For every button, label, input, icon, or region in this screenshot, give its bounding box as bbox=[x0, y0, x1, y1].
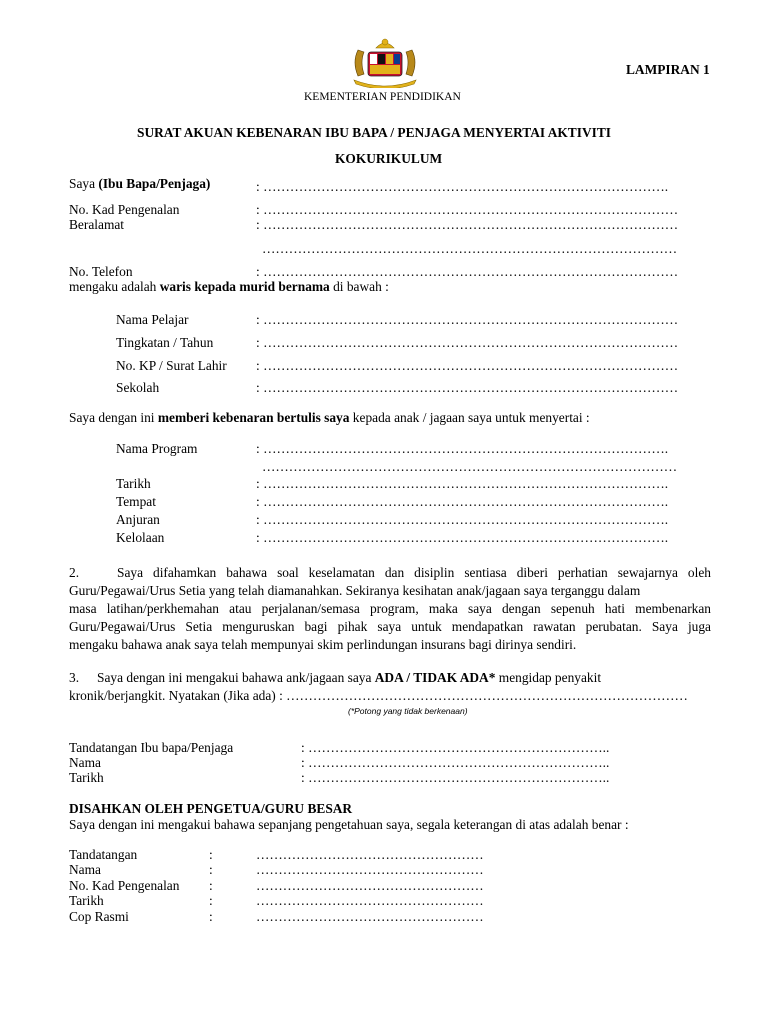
program-managed-label: Kelolaan bbox=[116, 530, 165, 545]
parent-sign-date-field[interactable]: : ………………………………………………………….. bbox=[301, 771, 610, 785]
para3-line1: Saya dengan ini mengakui bahawa ank/jagaan saya ADA / TIDAK ADA* mengidap penyakit bbox=[97, 670, 602, 685]
principal-sign-colon: : bbox=[209, 847, 213, 862]
student-form-label: Tingkatan / Tahun bbox=[116, 335, 214, 350]
student-name-label: Nama Pelajar bbox=[116, 312, 189, 327]
student-kp-label: No. KP / Surat Lahir bbox=[116, 358, 227, 373]
guardian-declaration: mengaku adalah waris kepada murid bernama di bawah : bbox=[69, 279, 389, 294]
parent-sign-name-field[interactable]: : ………………………………………………………….. bbox=[301, 756, 610, 770]
para3-number: 3. bbox=[69, 670, 80, 685]
program-organizer-field[interactable]: : ………………………………………………………………………………. bbox=[256, 513, 669, 527]
annex-label: LAMPIRAN 1 bbox=[626, 62, 710, 77]
parent-sign-date-label: Tarikh bbox=[69, 770, 104, 785]
student-school-field[interactable]: : ………………………………………………………………………………… bbox=[256, 381, 679, 395]
principal-stamp-colon: : bbox=[209, 909, 213, 924]
form-title-line1: SURAT AKUAN KEBENARAN IBU BAPA / PENJAGA MENYERTAI AKTIVITI bbox=[137, 125, 611, 140]
phone-field[interactable]: : ………………………………………………………………………………… bbox=[256, 265, 679, 279]
para2-line3: masa latihan/perkhemahan atau perjalanan/semasa program, maka saya dengan sepenuh hati membenarkan bbox=[69, 601, 711, 616]
program-organizer-label: Anjuran bbox=[116, 512, 160, 527]
program-place-label: Tempat bbox=[116, 494, 156, 509]
student-school-label: Sekolah bbox=[116, 380, 160, 395]
address-label: Beralamat bbox=[69, 217, 125, 232]
form-title-line2: KOKURIKULUM bbox=[335, 151, 443, 166]
address-field-line2[interactable]: ………………………………………………………………………………… bbox=[262, 242, 678, 256]
parent-name-label: Saya (Ibu Bapa/Penjaga) bbox=[69, 176, 211, 191]
principal-stamp-field[interactable]: …………………………………………… bbox=[256, 910, 484, 924]
program-date-field[interactable]: : ………………………………………………………………………………. bbox=[256, 477, 669, 491]
principal-date-colon: : bbox=[209, 893, 213, 908]
para2-line2: Guru/Pegawai/Urus Setia yang telah diamanahkan. Sekiranya kesihatan anak/jagaan saya terganggu dalam bbox=[69, 583, 641, 598]
student-name-field[interactable]: : ………………………………………………………………………………… bbox=[256, 313, 679, 327]
address-field[interactable]: : ………………………………………………………………………………… bbox=[256, 218, 679, 232]
principal-name-colon: : bbox=[209, 862, 213, 877]
principal-sign-field[interactable]: …………………………………………… bbox=[256, 848, 484, 862]
parent-sign-field[interactable]: : ………………………………………………………….. bbox=[301, 741, 610, 755]
ic-label: No. Kad Pengenalan bbox=[69, 202, 180, 217]
principal-ic-colon: : bbox=[209, 878, 213, 893]
program-date-label: Tarikh bbox=[116, 476, 151, 491]
permission-statement: Saya dengan ini memberi kebenaran bertulis saya kepada anak / jagaan saya untuk menyertai : bbox=[69, 410, 590, 425]
program-managed-field[interactable]: : ………………………………………………………………………………. bbox=[256, 531, 669, 545]
principal-stamp-label: Cop Rasmi bbox=[69, 909, 129, 924]
principal-ic-field[interactable]: …………………………………………… bbox=[256, 879, 484, 893]
parent-sign-label: Tandatangan Ibu bapa/Penjaga bbox=[69, 740, 234, 755]
phone-label: No. Telefon bbox=[69, 264, 133, 279]
strike-note: (*Potong yang tidak berkenaan) bbox=[348, 706, 468, 716]
program-place-field[interactable]: : ………………………………………………………………………………. bbox=[256, 495, 669, 509]
para2-line1: Saya difahamkan bahawa soal keselamatan dan disiplin sentiasa diberi perhatian sewajarnya oleh bbox=[117, 565, 711, 580]
student-kp-field[interactable]: : ………………………………………………………………………………… bbox=[256, 359, 679, 373]
jata-negara-crest-icon bbox=[350, 36, 420, 88]
ministry-name: KEMENTERIAN PENDIDIKAN bbox=[304, 91, 461, 103]
program-name-field-line2[interactable]: ………………………………………………………………………………… bbox=[262, 460, 678, 474]
program-name-field[interactable]: : ………………………………………………………………………………. bbox=[256, 442, 669, 456]
program-name-label: Nama Program bbox=[116, 441, 198, 456]
para2-line4: Guru/Pegawai/Urus Setia menguruskan bagi pihak saya untuk mendapatkan rawatan perubatan. Saya juga bbox=[69, 619, 711, 634]
principal-heading: DISAHKAN OLEH PENGETUA/GURU BESAR bbox=[69, 801, 353, 816]
principal-ic-label: No. Kad Pengenalan bbox=[69, 878, 180, 893]
student-form-field[interactable]: : ………………………………………………………………………………… bbox=[256, 336, 679, 350]
principal-sign-label: Tandatangan bbox=[69, 847, 138, 862]
principal-name-label: Nama bbox=[69, 862, 101, 877]
principal-date-label: Tarikh bbox=[69, 893, 104, 908]
parent-sign-name-label: Nama bbox=[69, 755, 101, 770]
parent-name-field[interactable]: : ………………………………………………………………………………. bbox=[256, 180, 669, 194]
ic-field[interactable]: : ………………………………………………………………………………… bbox=[256, 203, 679, 217]
principal-name-field[interactable]: …………………………………………… bbox=[256, 863, 484, 877]
para2-line5: mengaku bahawa anak saya telah mempunyai skim perlindungan insurans bagi dirinya sendiri. bbox=[69, 637, 577, 652]
para2-number: 2. bbox=[69, 565, 80, 580]
para3-line2[interactable]: kronik/berjangkit. Nyatakan (Jika ada) : ……………………………………………………………………………… bbox=[69, 688, 688, 703]
principal-statement: Saya dengan ini mengakui bahawa sepanjang pengetahuan saya, segala keterangan di atas adalah benar : bbox=[69, 817, 629, 832]
principal-date-field[interactable]: …………………………………………… bbox=[256, 894, 484, 908]
